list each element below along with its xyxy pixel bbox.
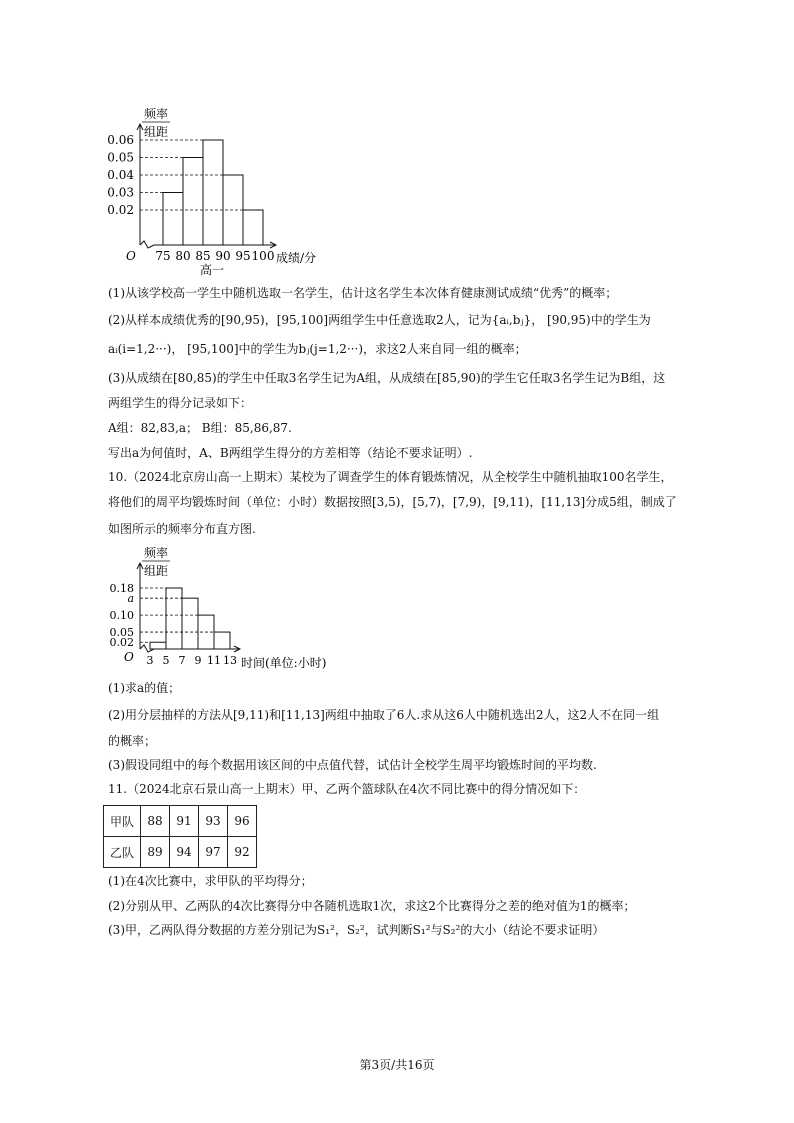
q10-stem-b: 将他们的周平均锻炼时间（单位：小时）数据按照[3,5)，[5,7)，[7,9)，[9,11)，[11,13]分成5组，制成了 [108, 495, 677, 509]
chart1-x-tick-label: 80 [175, 249, 191, 263]
chart1-bar [183, 158, 203, 246]
table-row [104, 806, 257, 837]
table-cell: 97 [199, 837, 228, 868]
q10-stem-c: 如图所示的频率分布直方图. [108, 522, 256, 536]
q9-part2a: (2)从样本成绩优秀的[90,95)，[95,100]两组学生中任意选取2人，记为{aᵢ,bⱼ}， [90,95)中的学生为 [108, 313, 651, 327]
table-cell-team: 甲队 [104, 806, 141, 837]
q9-part1: (1)从该学校高一学生中随机选取一名学生，估计这名学生本次体育健康测试成绩“优秀”的概率； [108, 286, 618, 300]
q10-part2b: 的概率； [108, 734, 157, 748]
chart2-x-tick-label: 11 [207, 654, 221, 667]
chart2-origin: O [124, 650, 134, 664]
chart2-bar [182, 598, 198, 649]
chart1-y-tick-label: 0.02 [107, 203, 134, 217]
table-cell: 94 [170, 837, 199, 868]
chart2-bar [214, 632, 230, 649]
histogram-chart-exercise [100, 543, 380, 673]
q9-part3d: 写出a为何值时，A、B两组学生得分的方差相等（结论不要求证明）. [108, 446, 473, 460]
chart1-x-tick-label: 85 [195, 249, 211, 263]
q9-part3a: (3)从成绩在[80,85)的学生中任取3名学生记为A组，从成绩在[85,90)的学生它任取3名学生记为B组，这 [108, 371, 666, 385]
chart2-y-tick-label: 0.10 [109, 609, 134, 623]
table-cell: 89 [141, 837, 170, 868]
chart1-bar [243, 210, 263, 245]
chart2-x-tick-label: 3 [146, 654, 154, 667]
chart1-xlabel: 成绩/分 [276, 251, 317, 265]
q10-part1: (1)求a的值； [108, 681, 181, 695]
chart2-x-tick-label: 13 [223, 654, 237, 667]
chart2-x-tick-label: 9 [194, 654, 202, 667]
chart2-y-tick-label: 0.05 [109, 626, 134, 640]
q9-part3b: 两组学生的得分记录如下： [108, 396, 253, 410]
chart1-x-tick-label: 100 [251, 249, 275, 263]
q11-stem: 11.（2024北京石景山高一上期末）甲、乙两个篮球队在4次不同比赛中的得分情况如下： [108, 782, 586, 796]
table-cell: 91 [170, 806, 199, 837]
score-table [103, 805, 257, 868]
chart2-y-tick-label: 0.18 [109, 582, 134, 595]
q9-part2b: aᵢ(i=1,2···)， [95,100]中的学生为bⱼ(j=1,2···)，求这2人来自同一组的概率； [108, 342, 527, 356]
chart2-xlabel: 时间(单位:小时) [241, 656, 327, 670]
chart2-x-tick-label: 7 [178, 654, 186, 667]
chart1-bar [163, 193, 183, 246]
q10-stem-a: 10.（2024北京房山高一上期末）某校为了调查学生的体育锻炼情况，从全校学生中随机抽取100名学生， [108, 470, 673, 484]
q9-part3c: A组：82,83,a； B组：85,86,87. [108, 421, 292, 435]
table-cell: 93 [199, 806, 228, 837]
table-cell: 92 [228, 837, 257, 868]
chart1-x-tick-label: 75 [155, 249, 171, 263]
table-cell: 96 [228, 806, 257, 837]
chart2-y-tick-label: 0.02 [109, 636, 134, 650]
chart2-y-tick-label: a [127, 592, 134, 606]
chart1-y-tick-label: 0.03 [107, 185, 134, 200]
table-row [104, 837, 257, 868]
chart1-origin: O [126, 249, 136, 263]
chart2-bar [166, 588, 182, 649]
table-cell: 88 [141, 806, 170, 837]
table-cell-team: 乙队 [104, 837, 141, 868]
chart2-ylabel-bottom: 组距 [144, 564, 169, 578]
chart1-y-tick-label: 0.05 [107, 150, 134, 165]
chart2-ylabel-top: 频率 [144, 546, 169, 560]
q10-part3: (3)假设同组中的每个数据用该区间的中点值代替，试估计全校学生周平均锻炼时间的平均数. [108, 758, 597, 772]
chart1-caption: 高一 [200, 263, 225, 277]
histogram-chart-grade10 [100, 100, 340, 280]
q11-part2: (2)分别从甲、乙两队的4次比赛得分中各随机选取1次，求这2个比赛得分之差的绝对值为1的概率； [108, 899, 636, 913]
page-footer: 第3页/共16页 [359, 1058, 435, 1072]
chart2-x-tick-label: 5 [162, 654, 170, 667]
chart1-axis-break [140, 241, 154, 248]
chart1-ylabel-top: 频率 [144, 107, 169, 121]
chart1-bar [203, 140, 223, 245]
chart1-x-tick-label: 90 [215, 249, 231, 263]
chart1-y-tick-label: 0.06 [107, 133, 134, 147]
chart1-ylabel-bottom: 组距 [144, 125, 169, 139]
chart1-x-tick-label: 95 [235, 249, 251, 263]
chart1-y-tick-label: 0.04 [107, 168, 134, 182]
q10-part2a: (2)用分层抽样的方法从[9,11)和[11,13]两组中抽取了6人.求从这6人中随机选出2人，这2人不在同一组 [108, 708, 660, 722]
q11-part3: (3)甲，乙两队得分数据的方差分别记为S₁²，S₂²，试判断S₁²与S₂²的大小（结论不要求证明） [108, 923, 605, 937]
q11-part1: (1)在4次比赛中，求甲队的平均得分； [108, 874, 313, 888]
chart2-bar [150, 642, 166, 649]
